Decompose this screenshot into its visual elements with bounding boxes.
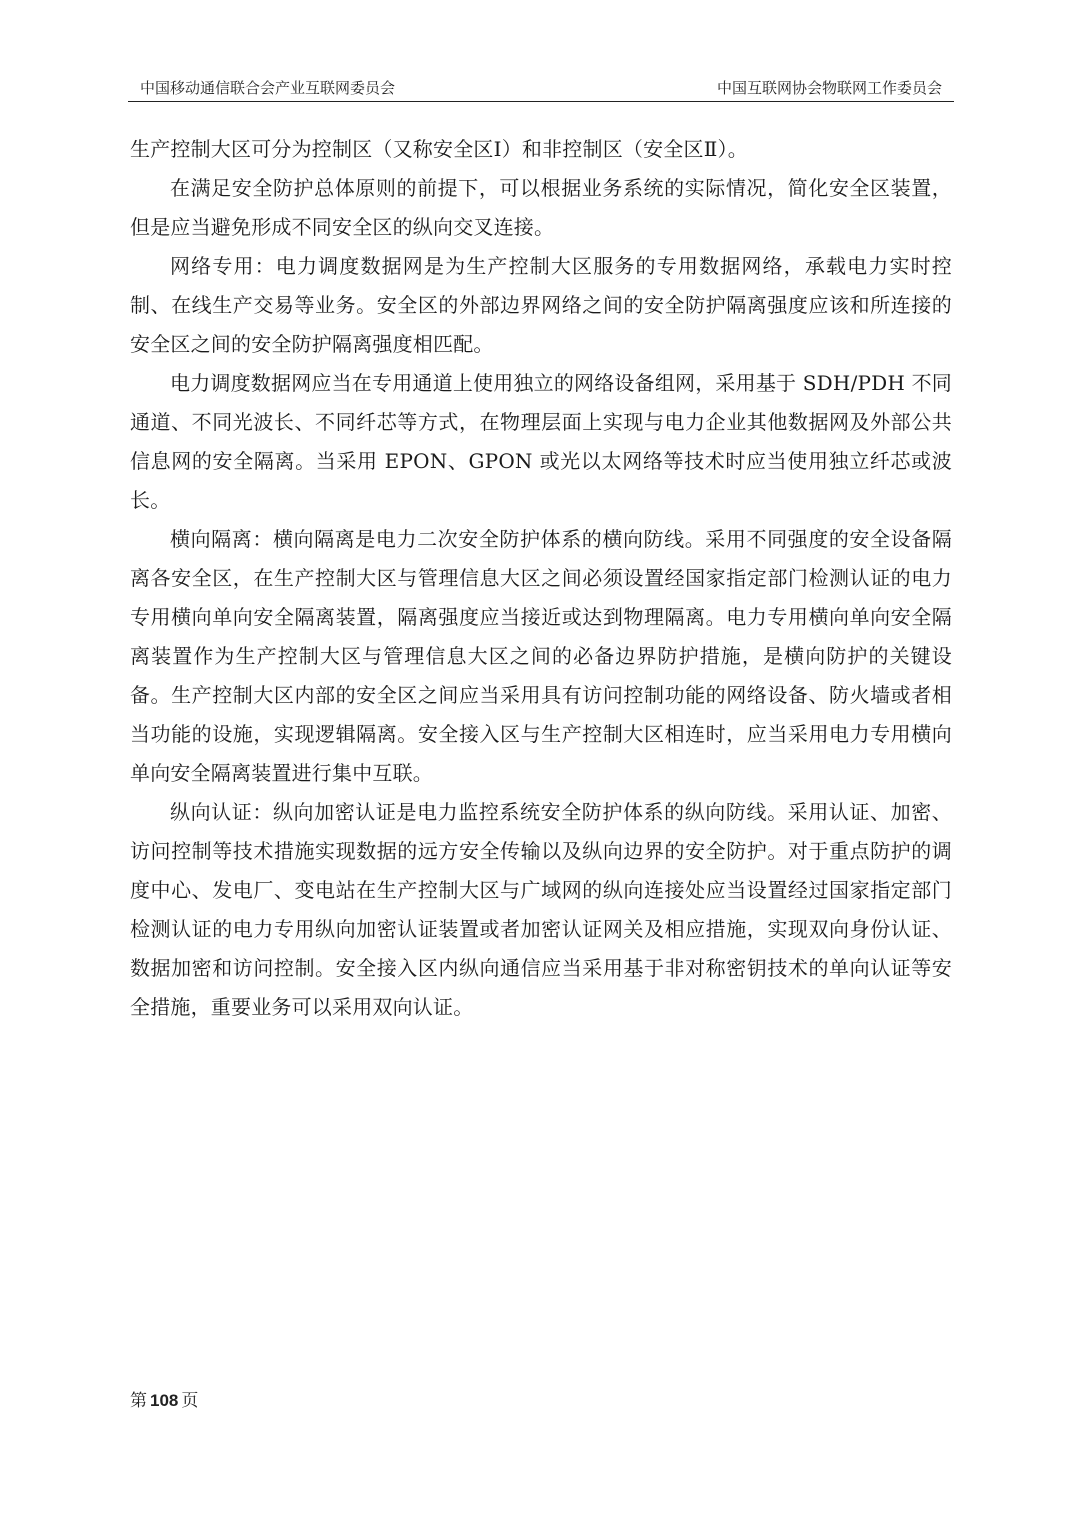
page-number-suffix: 页 — [181, 1391, 199, 1411]
paragraph: 横向隔离：横向隔离是电力二次安全防护体系的横向防线。采用不同强度的安全设备隔离各安全区，在生产控制大区与管理信息大区之间必须设置经国家指定部门检测认证的电力专用横向单向安全隔离装置，隔离强度应当接近或达到物理隔离。电力专用横向单向安全隔离装置作为生产控制大区与管理信息大区之间的必备边界防护措施，是横向防护的关键设备。生产控制大区内部的安全区之间应当采用具有访问控制功能的网络设备、防火墙或者相当功能的设施，实现逻辑隔离。安全接入区与生产控制大区相连时，应当采用电力专用横向单向安全隔离装置进行集中互联。 — [130, 527, 952, 785]
paragraph: 生产控制大区可分为控制区（又称安全区Ⅰ）和非控制区（安全区Ⅱ）。 — [130, 137, 748, 161]
header-left-org: 中国移动通信联合会产业互联网委员会 — [140, 79, 396, 97]
paragraph: 纵向认证：纵向加密认证是电力监控系统安全防护体系的纵向防线。采用认证、加密、访问控制等技术措施实现数据的远方安全传输以及纵向边界的安全防护。对于重点防护的调度中心、发电厂、变电站在生产控制大区与广域网的纵向连接处应当设置经过国家指定部门检测认证的电力专用纵向加密认证装置或者加密认证网关及相应措施，实现双向身份认证、数据加密和访问控制。安全接入区内纵向通信应当采用基于非对称密钥技术的单向认证等安全措施，重要业务可以采用双向认证。 — [130, 800, 952, 1019]
page-number: 108 — [150, 1391, 179, 1410]
body-text — [130, 130, 952, 1027]
page-number-prefix: 第 — [130, 1391, 147, 1411]
page-header — [128, 74, 954, 102]
header-right-org: 中国互联网协会物联网工作委员会 — [716, 79, 942, 97]
paragraph: 在满足安全防护总体原则的前提下，可以根据业务系统的实际情况，简化安全区装置，但是应当避免形成不同安全区的纵向交叉连接。 — [130, 176, 952, 239]
page-footer — [130, 1388, 198, 1414]
paragraph: 网络专用：电力调度数据网是为生产控制大区服务的专用数据网络，承载电力实时控制、在线生产交易等业务。安全区的外部边界网络之间的安全防护隔离强度应该和所连接的安全区之间的安全防护隔离强度相匹配。 — [130, 254, 952, 356]
paragraph: 电力调度数据网应当在专用通道上使用独立的网络设备组网，采用基于 SDH/PDH 不同通道、不同光波长、不同纤芯等方式，在物理层面上实现与电力企业其他数据网及外部公共信息网的安全隔离。当采用 EPON、GPON 或光以太网络等技术时应当使用独立纤芯或波长。 — [130, 371, 952, 512]
